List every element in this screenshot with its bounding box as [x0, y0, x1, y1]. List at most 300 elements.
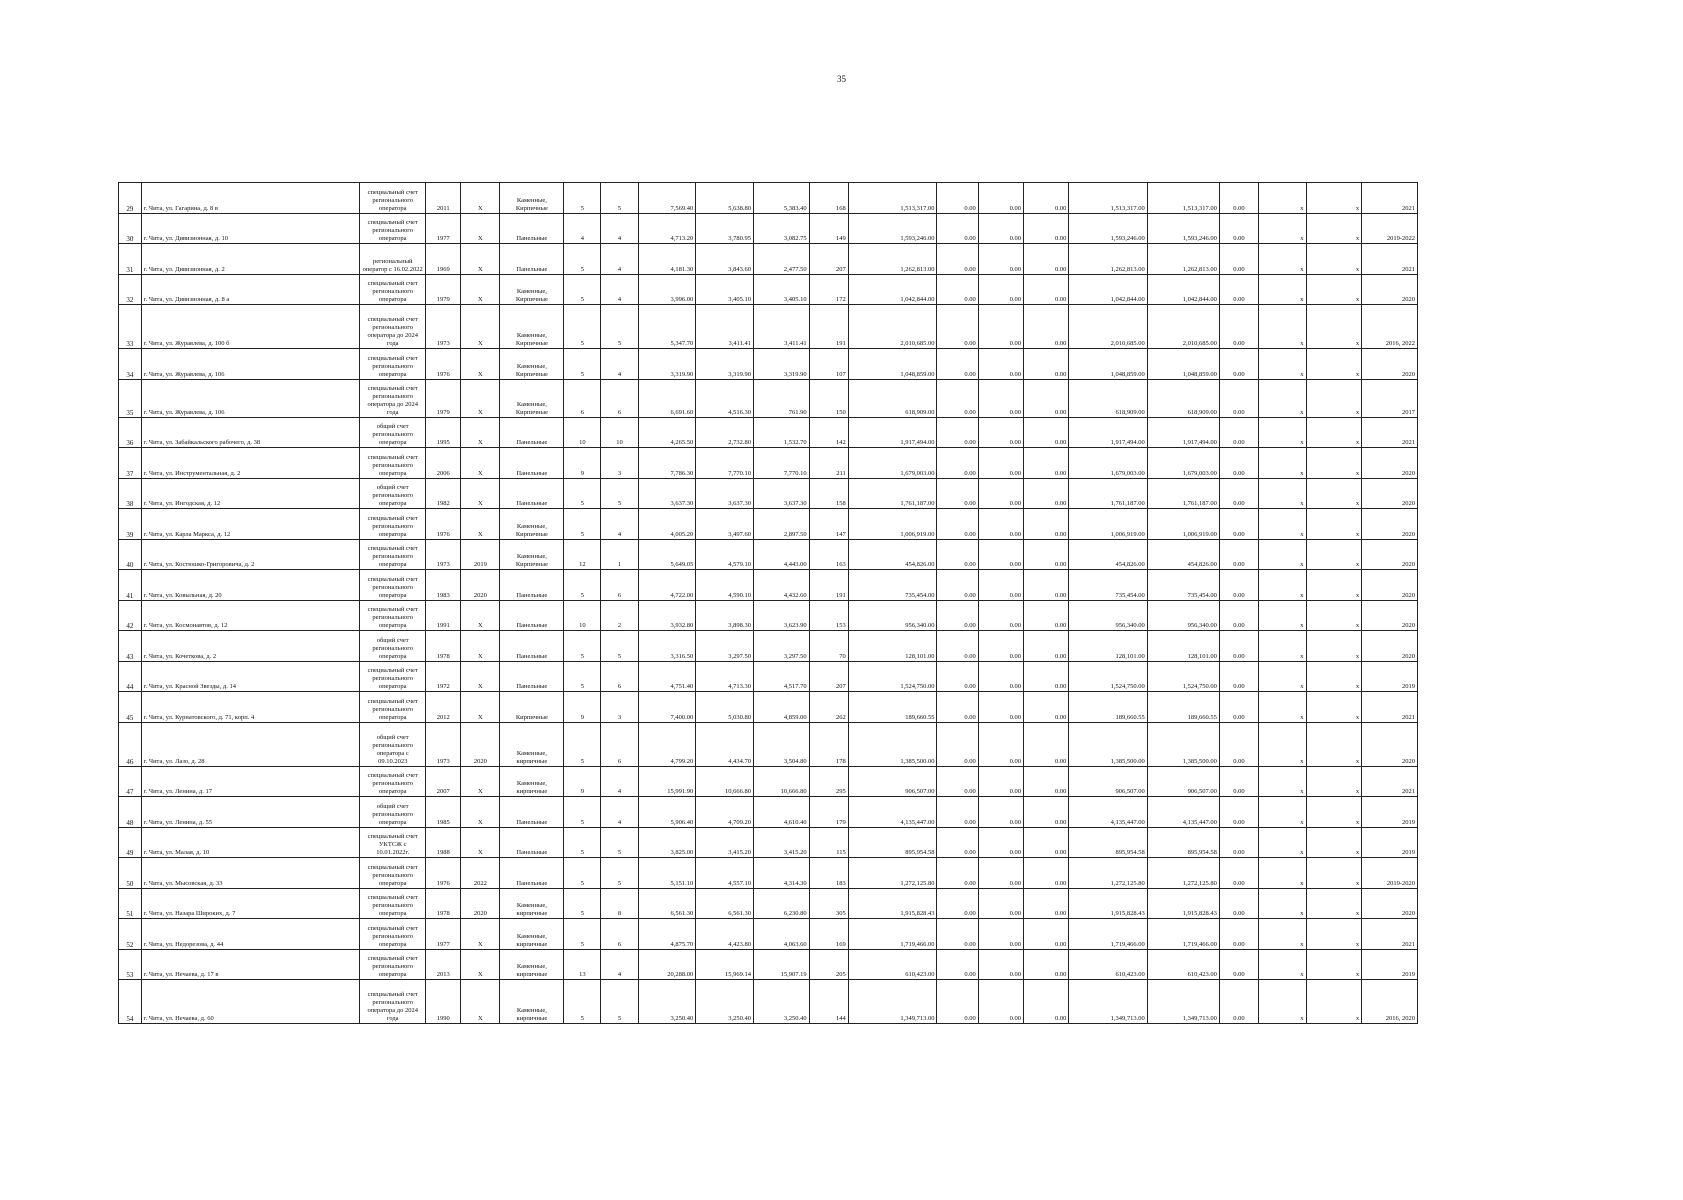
cell-ent: 4: [601, 349, 638, 380]
cell-year: 1979: [426, 379, 461, 417]
cell-ent: 6: [601, 919, 638, 950]
cell-ent: 5: [601, 631, 638, 662]
cell-z2: 0.00: [978, 183, 1023, 214]
cell-a2: 10,666.80: [696, 766, 754, 797]
cell-t1: 1,262,813.00: [1069, 244, 1147, 275]
cell-x2: х: [1306, 349, 1362, 380]
cell-a1: 6,561.30: [638, 888, 696, 919]
cell-x1: х: [1259, 827, 1306, 858]
cell-fl: 5: [564, 509, 601, 540]
cell-ppl: 191: [809, 305, 848, 349]
cell-n: 52: [119, 919, 142, 950]
table-row: [119, 274, 1418, 305]
cell-a2: 3,297.50: [696, 631, 754, 662]
cell-t2: 1,349,713.00: [1147, 980, 1219, 1024]
cell-mat: Каменные, Кирпичные: [500, 509, 564, 540]
cell-addr: г. Чита, ул. Курнатовского, д. 71, корп. 4: [141, 692, 360, 723]
cell-addr: г. Чита, ул. Инструментальная, д. 2: [141, 448, 360, 479]
cell-addr: г. Чита, ул. Назара Широких, д. 7: [141, 888, 360, 919]
cell-z3: 0.00: [1024, 509, 1069, 540]
cell-t2: 1,917,494.00: [1147, 417, 1219, 448]
cell-t3: 0.00: [1219, 722, 1258, 766]
cell-a2: 3,898.30: [696, 600, 754, 631]
cell-a2: 6,561.30: [696, 888, 754, 919]
cell-t3: 0.00: [1219, 379, 1258, 417]
cell-z1: 0.00: [937, 631, 978, 662]
cell-sum: 1,761,187.00: [848, 478, 937, 509]
cell-year: 1976: [426, 349, 461, 380]
cell-a1: 4,722.00: [638, 570, 696, 601]
cell-n: 34: [119, 349, 142, 380]
cell-z1: 0.00: [937, 766, 978, 797]
cell-n: 39: [119, 509, 142, 540]
cell-t1: 1,917,494.00: [1069, 417, 1147, 448]
cell-t1: 454,826.00: [1069, 539, 1147, 570]
cell-yr2: Х: [461, 244, 500, 275]
cell-mat: Панельные: [500, 631, 564, 662]
cell-acc: специальный счет регионального оператора: [360, 509, 426, 540]
cell-t2: 735,454.00: [1147, 570, 1219, 601]
cell-z1: 0.00: [937, 244, 978, 275]
cell-plan: 2021: [1362, 692, 1418, 723]
cell-z1: 0.00: [937, 858, 978, 889]
cell-sum: 895,954.58: [848, 827, 937, 858]
cell-t1: 189,660.55: [1069, 692, 1147, 723]
cell-t1: 128,101.00: [1069, 631, 1147, 662]
cell-z1: 0.00: [937, 539, 978, 570]
cell-fl: 5: [564, 827, 601, 858]
cell-sum: 1,048,859.00: [848, 349, 937, 380]
cell-z1: 0.00: [937, 797, 978, 828]
cell-n: 49: [119, 827, 142, 858]
cell-year: 1982: [426, 478, 461, 509]
cell-ppl: 150: [809, 379, 848, 417]
cell-yr2: Х: [461, 797, 500, 828]
cell-x2: х: [1306, 183, 1362, 214]
cell-acc: специальный счет регионального оператора: [360, 949, 426, 980]
cell-x1: х: [1259, 349, 1306, 380]
cell-t2: 618,909.00: [1147, 379, 1219, 417]
cell-yr2: Х: [461, 692, 500, 723]
cell-a2: 3,843.60: [696, 244, 754, 275]
cell-addr: г. Чита, ул. Красной Звезды, д. 14: [141, 661, 360, 692]
cell-t1: 1,349,713.00: [1069, 980, 1147, 1024]
cell-addr: г. Чита, ул. Журавлева, д. 106: [141, 379, 360, 417]
cell-n: 30: [119, 213, 142, 244]
cell-z2: 0.00: [978, 244, 1023, 275]
cell-a3: 3,415.20: [753, 827, 809, 858]
cell-z2: 0.00: [978, 509, 1023, 540]
cell-x1: х: [1259, 274, 1306, 305]
cell-ppl: 295: [809, 766, 848, 797]
cell-addr: г. Чита, ул. Карла Маркса, д. 12: [141, 509, 360, 540]
cell-year: 1972: [426, 661, 461, 692]
cell-yr2: Х: [461, 274, 500, 305]
table-row: [119, 349, 1418, 380]
table-row: [119, 797, 1418, 828]
table-row: [119, 509, 1418, 540]
cell-addr: г. Чита, ул. Костюшко-Григоровича, д. 2: [141, 539, 360, 570]
cell-yr2: Х: [461, 417, 500, 448]
cell-plan: 2020: [1362, 600, 1418, 631]
cell-acc: специальный счет регионального оператора: [360, 661, 426, 692]
cell-n: 41: [119, 570, 142, 601]
cell-fl: 5: [564, 919, 601, 950]
cell-ppl: 142: [809, 417, 848, 448]
cell-x1: х: [1259, 919, 1306, 950]
cell-x1: х: [1259, 661, 1306, 692]
cell-z1: 0.00: [937, 305, 978, 349]
cell-z2: 0.00: [978, 692, 1023, 723]
cell-ppl: 262: [809, 692, 848, 723]
cell-z2: 0.00: [978, 600, 1023, 631]
cell-a1: 5,649.05: [638, 539, 696, 570]
cell-yr2: Х: [461, 661, 500, 692]
cell-sum: 1,385,500.00: [848, 722, 937, 766]
cell-z3: 0.00: [1024, 600, 1069, 631]
cell-z3: 0.00: [1024, 888, 1069, 919]
cell-sum: 956,340.00: [848, 600, 937, 631]
cell-ent: 6: [601, 722, 638, 766]
cell-z2: 0.00: [978, 661, 1023, 692]
cell-z1: 0.00: [937, 417, 978, 448]
cell-a3: 4,610.40: [753, 797, 809, 828]
table-row: [119, 692, 1418, 723]
cell-acc: общий счет регионального оператора: [360, 631, 426, 662]
cell-n: 37: [119, 448, 142, 479]
cell-yr2: Х: [461, 305, 500, 349]
cell-addr: г. Чита, ул. Гагарина, д. 8 в: [141, 183, 360, 214]
cell-x1: х: [1259, 949, 1306, 980]
cell-a1: 4,751.40: [638, 661, 696, 692]
table-row: [119, 827, 1418, 858]
cell-mat: Панельные: [500, 478, 564, 509]
table-row: [119, 244, 1418, 275]
cell-n: 32: [119, 274, 142, 305]
cell-a2: 3,497.60: [696, 509, 754, 540]
cell-acc: общий счет регионального оператора: [360, 478, 426, 509]
cell-a1: 4,713.20: [638, 213, 696, 244]
cell-mat: Каменные, Кирпичные: [500, 349, 564, 380]
cell-x1: х: [1259, 448, 1306, 479]
cell-mat: Панельные: [500, 417, 564, 448]
cell-z2: 0.00: [978, 417, 1023, 448]
cell-t1: 1,915,828.43: [1069, 888, 1147, 919]
cell-t3: 0.00: [1219, 539, 1258, 570]
cell-sum: 1,349,713.00: [848, 980, 937, 1024]
cell-x2: х: [1306, 539, 1362, 570]
cell-plan: 2016, 2020: [1362, 980, 1418, 1024]
cell-sum: 610,423.00: [848, 949, 937, 980]
cell-a1: 5,151.10: [638, 858, 696, 889]
cell-ppl: 178: [809, 722, 848, 766]
cell-z1: 0.00: [937, 692, 978, 723]
cell-z3: 0.00: [1024, 539, 1069, 570]
cell-acc: специальный счет регионального оператора: [360, 448, 426, 479]
cell-a2: 3,405.10: [696, 274, 754, 305]
cell-x2: х: [1306, 379, 1362, 417]
cell-ppl: 207: [809, 244, 848, 275]
cell-ppl: 183: [809, 858, 848, 889]
cell-t1: 1,272,125.80: [1069, 858, 1147, 889]
cell-a3: 6,230.80: [753, 888, 809, 919]
cell-sum: 618,909.00: [848, 379, 937, 417]
cell-fl: 5: [564, 570, 601, 601]
cell-year: 1976: [426, 509, 461, 540]
cell-t3: 0.00: [1219, 600, 1258, 631]
cell-t3: 0.00: [1219, 570, 1258, 601]
cell-sum: 189,660.55: [848, 692, 937, 723]
cell-addr: г. Чита, ул. Дивизионная, д. 10: [141, 213, 360, 244]
cell-yr2: Х: [461, 600, 500, 631]
cell-x1: х: [1259, 858, 1306, 889]
cell-ent: 5: [601, 478, 638, 509]
cell-x2: х: [1306, 722, 1362, 766]
cell-addr: г. Чита, ул. Ковыльная, д. 20: [141, 570, 360, 601]
cell-ent: 1: [601, 539, 638, 570]
cell-ppl: 147: [809, 509, 848, 540]
cell-ent: 5: [601, 183, 638, 214]
cell-t3: 0.00: [1219, 183, 1258, 214]
cell-fl: 6: [564, 379, 601, 417]
cell-plan: 2020: [1362, 349, 1418, 380]
cell-z2: 0.00: [978, 919, 1023, 950]
cell-t3: 0.00: [1219, 858, 1258, 889]
cell-z3: 0.00: [1024, 213, 1069, 244]
cell-x1: х: [1259, 509, 1306, 540]
cell-a1: 3,825.00: [638, 827, 696, 858]
cell-x1: х: [1259, 379, 1306, 417]
cell-year: 1978: [426, 888, 461, 919]
table-row: [119, 888, 1418, 919]
cell-sum: 1,513,317.00: [848, 183, 937, 214]
cell-z2: 0.00: [978, 349, 1023, 380]
cell-x2: х: [1306, 949, 1362, 980]
cell-ppl: 205: [809, 949, 848, 980]
cell-x1: х: [1259, 417, 1306, 448]
cell-a3: 3,411.41: [753, 305, 809, 349]
cell-fl: 4: [564, 213, 601, 244]
cell-addr: г. Чита, ул. Малая, д. 10: [141, 827, 360, 858]
cell-z1: 0.00: [937, 980, 978, 1024]
cell-t2: 610,423.00: [1147, 949, 1219, 980]
cell-addr: г. Чита, ул. Забайкальского рабочего, д. 38: [141, 417, 360, 448]
cell-mat: Панельные: [500, 797, 564, 828]
cell-a1: 5,906.40: [638, 797, 696, 828]
cell-t2: 1,042,844.00: [1147, 274, 1219, 305]
cell-ppl: 191: [809, 570, 848, 601]
cell-yr2: Х: [461, 949, 500, 980]
table-row: [119, 305, 1418, 349]
cell-yr2: Х: [461, 509, 500, 540]
cell-x1: х: [1259, 570, 1306, 601]
cell-a2: 5,638.80: [696, 183, 754, 214]
cell-addr: г. Чита, ул. Журавлева, д. 106: [141, 349, 360, 380]
page-number: 35: [837, 74, 846, 84]
cell-x2: х: [1306, 766, 1362, 797]
cell-t1: 1,593,246.00: [1069, 213, 1147, 244]
cell-sum: 1,524,750.00: [848, 661, 937, 692]
cell-z3: 0.00: [1024, 478, 1069, 509]
cell-n: 45: [119, 692, 142, 723]
cell-x2: х: [1306, 797, 1362, 828]
cell-acc: специальный счет регионального оператора: [360, 766, 426, 797]
cell-acc: специальный счет регионального оператора до 2024 года: [360, 980, 426, 1024]
cell-ppl: 70: [809, 631, 848, 662]
cell-fl: 5: [564, 478, 601, 509]
cell-z1: 0.00: [937, 661, 978, 692]
table-row: [119, 949, 1418, 980]
cell-z3: 0.00: [1024, 949, 1069, 980]
cell-z1: 0.00: [937, 379, 978, 417]
cell-t3: 0.00: [1219, 417, 1258, 448]
cell-t2: 1,006,919.00: [1147, 509, 1219, 540]
cell-a2: 4,590.10: [696, 570, 754, 601]
cell-t3: 0.00: [1219, 797, 1258, 828]
cell-x1: х: [1259, 539, 1306, 570]
cell-acc: специальный счет регионального оператора: [360, 349, 426, 380]
cell-a3: 4,063.60: [753, 919, 809, 950]
cell-a3: 3,637.30: [753, 478, 809, 509]
cell-mat: Каменные, кирпичные: [500, 722, 564, 766]
cell-year: 1991: [426, 600, 461, 631]
cell-plan: 2019: [1362, 661, 1418, 692]
cell-fl: 5: [564, 244, 601, 275]
cell-yr2: Х: [461, 980, 500, 1024]
cell-a2: 5,030.80: [696, 692, 754, 723]
cell-mat: Каменные, Кирпичные: [500, 274, 564, 305]
cell-year: 1977: [426, 213, 461, 244]
cell-a3: 4,432.60: [753, 570, 809, 601]
cell-year: 2012: [426, 692, 461, 723]
cell-a1: 4,799.20: [638, 722, 696, 766]
cell-t1: 1,048,859.00: [1069, 349, 1147, 380]
cell-mat: Панельные: [500, 827, 564, 858]
cell-n: 46: [119, 722, 142, 766]
cell-x1: х: [1259, 305, 1306, 349]
cell-plan: 2020: [1362, 509, 1418, 540]
cell-plan: 2021: [1362, 417, 1418, 448]
cell-acc: специальный счет регионального оператора: [360, 274, 426, 305]
cell-t2: 2,010,685.00: [1147, 305, 1219, 349]
cell-x2: х: [1306, 858, 1362, 889]
cell-t2: 4,135,447.00: [1147, 797, 1219, 828]
cell-z2: 0.00: [978, 797, 1023, 828]
cell-t2: 1,272,125.80: [1147, 858, 1219, 889]
cell-year: 2011: [426, 183, 461, 214]
cell-year: 1983: [426, 570, 461, 601]
cell-n: 42: [119, 600, 142, 631]
cell-fl: 5: [564, 305, 601, 349]
cell-fl: 12: [564, 539, 601, 570]
cell-t3: 0.00: [1219, 213, 1258, 244]
cell-a2: 2,732.80: [696, 417, 754, 448]
cell-x2: х: [1306, 600, 1362, 631]
cell-a3: 3,623.90: [753, 600, 809, 631]
cell-n: 35: [119, 379, 142, 417]
cell-n: 54: [119, 980, 142, 1024]
cell-x2: х: [1306, 274, 1362, 305]
cell-year: 1978: [426, 631, 461, 662]
cell-mat: Панельные: [500, 213, 564, 244]
cell-addr: г. Чита, ул. Ленина, д. 55: [141, 797, 360, 828]
cell-fl: 9: [564, 448, 601, 479]
cell-plan: 2020: [1362, 722, 1418, 766]
cell-mat: Панельные: [500, 600, 564, 631]
table-row: [119, 183, 1418, 214]
cell-t2: 1,679,003.00: [1147, 448, 1219, 479]
cell-a2: 4,579.10: [696, 539, 754, 570]
table-row: [119, 661, 1418, 692]
cell-x2: х: [1306, 244, 1362, 275]
cell-z1: 0.00: [937, 827, 978, 858]
table-row: [119, 478, 1418, 509]
cell-mat: Панельные: [500, 858, 564, 889]
cell-fl: 9: [564, 766, 601, 797]
cell-t3: 0.00: [1219, 509, 1258, 540]
cell-yr2: Х: [461, 827, 500, 858]
cell-ppl: 144: [809, 980, 848, 1024]
cell-z2: 0.00: [978, 631, 1023, 662]
cell-acc: специальный счет регионального оператора: [360, 600, 426, 631]
cell-z2: 0.00: [978, 827, 1023, 858]
cell-t2: 1,524,750.00: [1147, 661, 1219, 692]
cell-z1: 0.00: [937, 274, 978, 305]
cell-z3: 0.00: [1024, 349, 1069, 380]
cell-acc: специальный счет регионального оператора: [360, 183, 426, 214]
cell-x2: х: [1306, 919, 1362, 950]
cell-plan: 2016, 2022: [1362, 305, 1418, 349]
cell-t1: 610,423.00: [1069, 949, 1147, 980]
cell-plan: 2020: [1362, 631, 1418, 662]
cell-ent: 10: [601, 417, 638, 448]
cell-z1: 0.00: [937, 722, 978, 766]
cell-plan: 2020: [1362, 478, 1418, 509]
cell-year: 1973: [426, 305, 461, 349]
cell-plan: 2019: [1362, 827, 1418, 858]
cell-z1: 0.00: [937, 888, 978, 919]
cell-a3: 3,405.10: [753, 274, 809, 305]
cell-z2: 0.00: [978, 379, 1023, 417]
cell-a1: 3,319.90: [638, 349, 696, 380]
cell-z3: 0.00: [1024, 274, 1069, 305]
cell-t2: 895,954.58: [1147, 827, 1219, 858]
cell-z2: 0.00: [978, 766, 1023, 797]
cell-fl: 5: [564, 183, 601, 214]
cell-mat: Панельные: [500, 661, 564, 692]
cell-t3: 0.00: [1219, 827, 1258, 858]
cell-sum: 1,719,466.00: [848, 919, 937, 950]
cell-mat: Кирпичные: [500, 692, 564, 723]
cell-x1: х: [1259, 797, 1306, 828]
cell-mat: Каменные, Кирпичные: [500, 379, 564, 417]
cell-z3: 0.00: [1024, 766, 1069, 797]
cell-x1: х: [1259, 244, 1306, 275]
cell-a2: 3,411.41: [696, 305, 754, 349]
cell-ppl: 305: [809, 888, 848, 919]
cell-year: 2007: [426, 766, 461, 797]
cell-addr: г. Чита, ул. Дивизионная, д. 2: [141, 244, 360, 275]
cell-acc: специальный счет регионального оператора: [360, 570, 426, 601]
cell-t1: 1,679,003.00: [1069, 448, 1147, 479]
cell-fl: 5: [564, 888, 601, 919]
cell-ppl: 207: [809, 661, 848, 692]
cell-t3: 0.00: [1219, 766, 1258, 797]
cell-x2: х: [1306, 980, 1362, 1024]
cell-z2: 0.00: [978, 213, 1023, 244]
cell-fl: 5: [564, 858, 601, 889]
cell-t2: 1,262,813.00: [1147, 244, 1219, 275]
